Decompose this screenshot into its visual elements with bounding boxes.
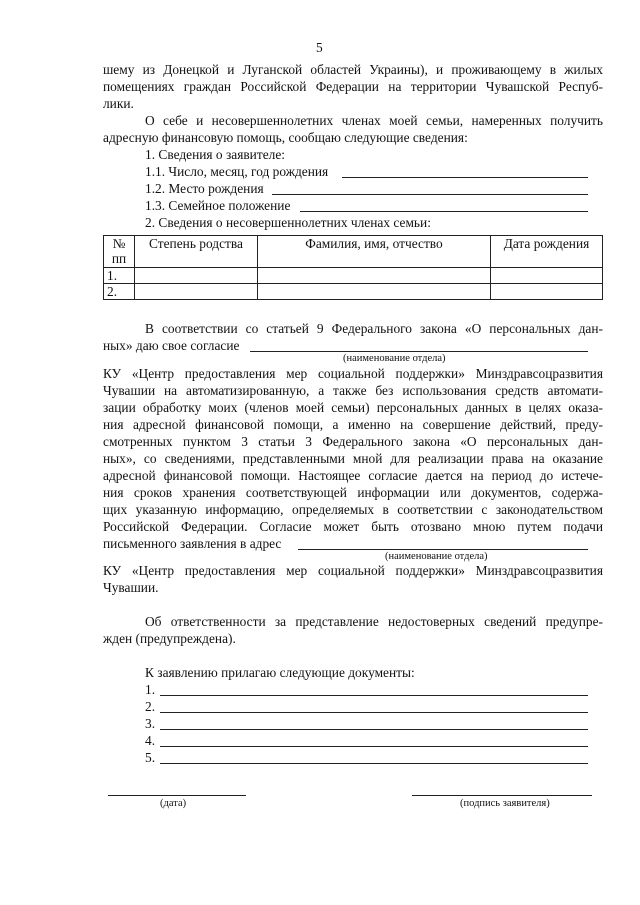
table-row (104, 284, 603, 300)
signature-field[interactable] (412, 795, 592, 796)
marital-status-field[interactable] (300, 211, 588, 212)
header-name: Фамилия, имя, отчество (258, 236, 491, 268)
address-field[interactable] (298, 549, 588, 550)
cell-birth[interactable] (491, 268, 603, 284)
responsibility-line-2: жден (предупреждена). (103, 631, 236, 646)
intro-line-3: лики. (103, 96, 134, 111)
consent-body-2: Чувашии на автоматизированную, а также без использования средств автомати- (103, 383, 603, 398)
address-caption: (наименование отдела) (385, 551, 488, 562)
document-field-3[interactable] (160, 729, 588, 730)
date-field[interactable] (108, 795, 246, 796)
row-num: 2. (104, 284, 135, 300)
department-field[interactable] (250, 351, 588, 352)
consent-body-6: ных», со сведениями, представленными мной для реализации права на оказание (103, 451, 603, 466)
info-line-1: О себе и несовершеннолетних членах моей семьи, намеренных получить (145, 113, 603, 128)
responsibility-line-1: Об ответственности за представление недостоверных сведений предупре- (145, 614, 603, 629)
consent-body-3: зации обработку моих (членов моей семьи) персональных данных в целях оказа- (103, 400, 603, 415)
consent-body-5: смотренных пунктом 3 статьи 3 Федерального закона «О персональных дан- (103, 434, 603, 449)
document-item-num: 4. (145, 733, 156, 748)
family-table (103, 235, 603, 300)
birth-place-field[interactable] (272, 194, 588, 195)
applicant-heading: 1. Сведения о заявителе: (145, 147, 285, 162)
cell-birth[interactable] (491, 284, 603, 300)
document-item-num: 5. (145, 750, 156, 765)
document-item-num: 3. (145, 716, 156, 731)
cell-relation[interactable] (135, 268, 258, 284)
documents-heading: К заявлению прилагаю следующие документы: (145, 665, 415, 680)
page-number: 5 (316, 40, 323, 55)
info-line-2: адресную финансовую помощь, сообщаю следующие сведения: (103, 130, 468, 145)
cell-relation[interactable] (135, 284, 258, 300)
family-heading: 2. Сведения о несовершеннолетних членах семьи: (145, 215, 431, 230)
document-field-5[interactable] (160, 763, 588, 764)
document-field-1[interactable] (160, 695, 588, 696)
signature-caption: (подпись заявителя) (460, 798, 550, 809)
marital-status-label: 1.3. Семейное положение (145, 198, 291, 213)
consent-body-7: адресной финансовой помощи. Настоящее согласие дается на период до истече- (103, 468, 603, 483)
header-num: № пп (104, 236, 135, 268)
birth-date-label: 1.1. Число, месяц, год рождения (145, 164, 329, 179)
consent-body-10: Российской Федерации. Согласие может быть отозвано мною путем подачи (103, 519, 603, 534)
document-item-num: 2. (145, 699, 156, 714)
birth-date-field[interactable] (342, 177, 588, 178)
consent-tail-1: КУ «Центр предоставления мер социальной поддержки» Минздравсоцразвития (103, 563, 603, 578)
consent-body-1: КУ «Центр предоставления мер социальной поддержки» Минздравсоцразвития (103, 366, 603, 381)
address-label: письменного заявления в адрес (103, 536, 282, 551)
header-birth: Дата рождения (491, 236, 603, 268)
consent-line-1: В соответствии со статьей 9 Федерального закона «О персональных дан- (145, 321, 603, 336)
consent-line-2: ных» даю свое согласие (103, 338, 240, 353)
intro-line-1: шему из Донецкой и Луганской областей Украины), и проживающему в жилых (103, 62, 603, 77)
row-num: 1. (104, 268, 135, 284)
department-caption: (наименование отдела) (343, 353, 446, 364)
document-field-4[interactable] (160, 746, 588, 747)
consent-body-9: щих указанную информацию, определяемых в соответствии с законодательством (103, 502, 603, 517)
table-row (104, 268, 603, 284)
consent-body-8: ния сроков хранения соответствующей информации или документов, содержа- (103, 485, 603, 500)
date-caption: (дата) (160, 798, 187, 809)
cell-name[interactable] (258, 268, 491, 284)
header-relation: Степень родства (135, 236, 258, 268)
birth-place-label: 1.2. Место рождения (145, 181, 264, 196)
document-item-num: 1. (145, 682, 156, 697)
cell-name[interactable] (258, 284, 491, 300)
table-header-row (104, 236, 603, 268)
consent-body-4: ния адресной финансовой помощи, а именно на совершение действий, преду- (103, 417, 603, 432)
intro-line-2: помещениях граждан Российской Федерации на территории Чувашской Респуб- (103, 79, 603, 94)
consent-tail-2: Чувашии. (103, 580, 159, 595)
document-field-2[interactable] (160, 712, 588, 713)
